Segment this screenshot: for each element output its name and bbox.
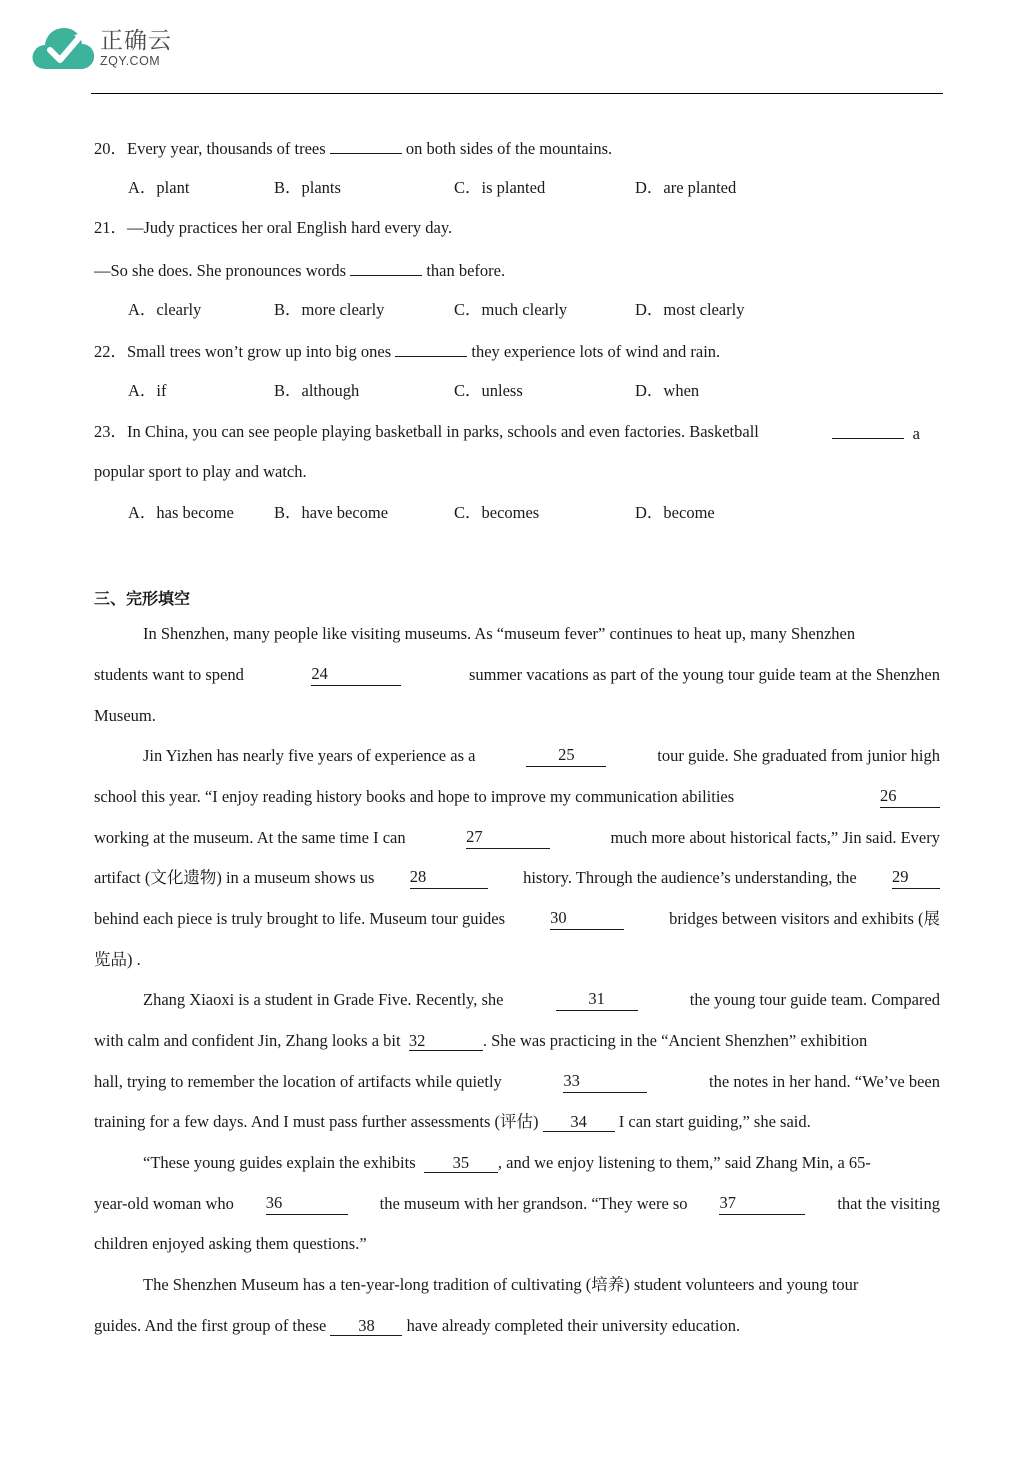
logo-chinese-text: 正确云 [100,28,172,54]
zqy-logo [30,22,172,74]
p2-line-4-start: artifact (文化遗物) in a museum shows us [94,868,375,887]
p3-line-2-start: with calm and confident Jin, Zhang looks a bit [94,1031,401,1050]
q23-option-d: D．become [635,503,715,522]
blank-30: 30 [550,908,624,930]
p5-line-1 [143,1274,940,1296]
q22-option-c: C．unless [454,381,523,400]
p3-line-4 [94,1111,811,1133]
question-22-stem [94,339,720,363]
p4-line-1-start: “These young guides explain the exhibits [143,1153,416,1172]
q20-blank [330,136,402,154]
p3-line-3-start: hall, trying to remember the location of artifacts while quietly [94,1072,502,1091]
q20-stem-start: 20．Every year, thousands of trees [94,139,326,158]
blank-38: 38 [330,1316,402,1336]
p2-line-6: 览品) . [94,950,141,969]
p3-line-3-end: the notes in her hand. “We’ve been [709,1072,940,1091]
q23-option-c: C．becomes [454,503,540,522]
q21-blank [350,258,422,276]
p5-line-1-text: The Shenzhen Museum has a ten-year-long tradition of cultivating (培养) student volunteers and young tour [143,1275,859,1294]
blank-24: 24 [311,664,401,686]
p3-line-1 [143,989,940,1011]
p4-line-1 [143,1152,940,1174]
q21-option-a: A．clearly [128,300,202,319]
section-title: 三、完形填空 [94,589,191,608]
q21-option-c: C．much clearly [454,300,568,319]
p2-line-2 [94,786,940,808]
p3-line-1-start: Zhang Xiaoxi is a student in Grade Five. Recently, she [143,990,504,1009]
p4-line-1-end: , and we enjoy listening to them,” said Zhang Min, a 65- [497,1153,871,1172]
p3-line-4-start: training for a few days. And I must pass further assessments (评估) [94,1112,539,1131]
p5-line-2-end: have already completed their university education. [406,1316,741,1335]
q20-option-d: D．are planted [635,178,737,197]
p1-line-2-end: summer vacations as part of the young tour guide team at the Shenzhen [468,665,940,684]
blank-25: 25 [526,745,606,767]
q21-option-b: B．more clearly [274,300,385,319]
p5-line-2 [94,1315,740,1337]
cloud-check-logo-icon [30,23,96,73]
p4-line-2-end: that the visiting [837,1194,940,1213]
question-21-stem-2 [94,258,505,282]
p4-line-2-middle: the museum with her grandson. “They were so [379,1194,688,1213]
blank-36: 36 [266,1193,348,1215]
p2-line-1-start: Jin Yizhen has nearly five years of experience as a [143,746,476,765]
p2-line-1 [143,745,940,767]
blank-28: 28 [410,867,488,889]
blank-35: 35 [424,1153,498,1173]
p3-line-4-end: I can start guiding,” she said. [618,1112,811,1131]
p2-line-4 [94,867,940,889]
q20-option-c: C．is planted [454,178,546,197]
q20-stem-end: on both sides of the mountains. [405,139,613,158]
p1-line-2 [94,664,940,686]
p2-line-2-start: school this year. “I enjoy reading history books and hope to improve my communication abilities [94,787,735,806]
p2-line-5 [94,908,940,930]
q23-option-b: B．have become [274,503,389,522]
p2-line-4-middle: history. Through the audience’s understanding, the [523,868,857,887]
q23-stem-end: a [912,424,920,443]
blank-26: 26 [880,786,940,808]
p1-line-2-start: students want to spend [94,665,244,684]
q21-stem-end: than before. [426,261,506,280]
q22-option-d: D．when [635,381,700,400]
blank-27: 27 [466,827,550,849]
p2-line-3-start: working at the museum. At the same time I can [94,828,406,847]
p2-line-5-end: bridges between visitors and exhibits (展 [669,909,940,928]
question-23-stem [94,421,920,445]
question-23-stem-2: popular sport to play and watch. [94,462,307,481]
p1-line-1-text: In Shenzhen, many people like visiting museums. As “museum fever” continues to heat up, many Shenzhen [143,624,856,643]
p2-line-1-end: tour guide. She graduated from junior high [657,746,940,765]
q22-stem-start: 22．Small trees won’t grow up into big ones [94,342,392,361]
blank-33: 33 [563,1071,647,1093]
p4-line-2 [94,1193,940,1215]
p3-line-2 [94,1030,940,1052]
q22-option-a: A．if [128,381,167,400]
blank-34: 34 [543,1112,615,1132]
p5-line-2-start: guides. And the first group of these [94,1316,327,1335]
q22-stem-end: they experience lots of wind and rain. [471,342,721,361]
question-21-stem: 21．—Judy practices her oral English hard every day. [94,218,453,237]
q20-option-b: B．plants [274,178,341,197]
q23-stem-start: 23．In China, you can see people playing basketball in parks, schools and even factories. Basketball [94,422,759,441]
q20-option-a: A．plant [128,178,190,197]
p3-line-2-end: . She was practicing in the “Ancient Shenzhen” exhibition [482,1031,868,1050]
p4-line-2-start: year-old woman who [94,1194,234,1213]
p2-line-3 [94,827,940,849]
logo-domain-text: ZQY.COM [100,54,161,68]
p1-line-3: Museum. [94,706,156,725]
q22-option-b: B．although [274,381,360,400]
blank-29: 29 [892,867,940,889]
blank-31: 31 [556,989,638,1011]
q23-blank [832,421,904,439]
p2-line-5-start: behind each piece is truly brought to life. Museum tour guides [94,909,506,928]
q22-blank [395,339,467,357]
q21-option-d: D．most clearly [635,300,745,319]
blank-32: 32 [409,1031,483,1051]
question-20-stem [94,136,612,160]
p2-line-3-end: much more about historical facts,” Jin said. Every [610,828,940,847]
q21-stem-start: —So she does. She pronounces words [94,261,347,280]
p3-line-1-end: the young tour guide team. Compared [689,990,940,1009]
header-divider [91,93,943,94]
p3-line-3 [94,1071,940,1093]
p4-line-3: children enjoyed asking them questions.” [94,1234,367,1253]
p1-line-1 [143,623,940,645]
q23-option-a: A．has become [128,503,234,522]
blank-37: 37 [719,1193,805,1215]
